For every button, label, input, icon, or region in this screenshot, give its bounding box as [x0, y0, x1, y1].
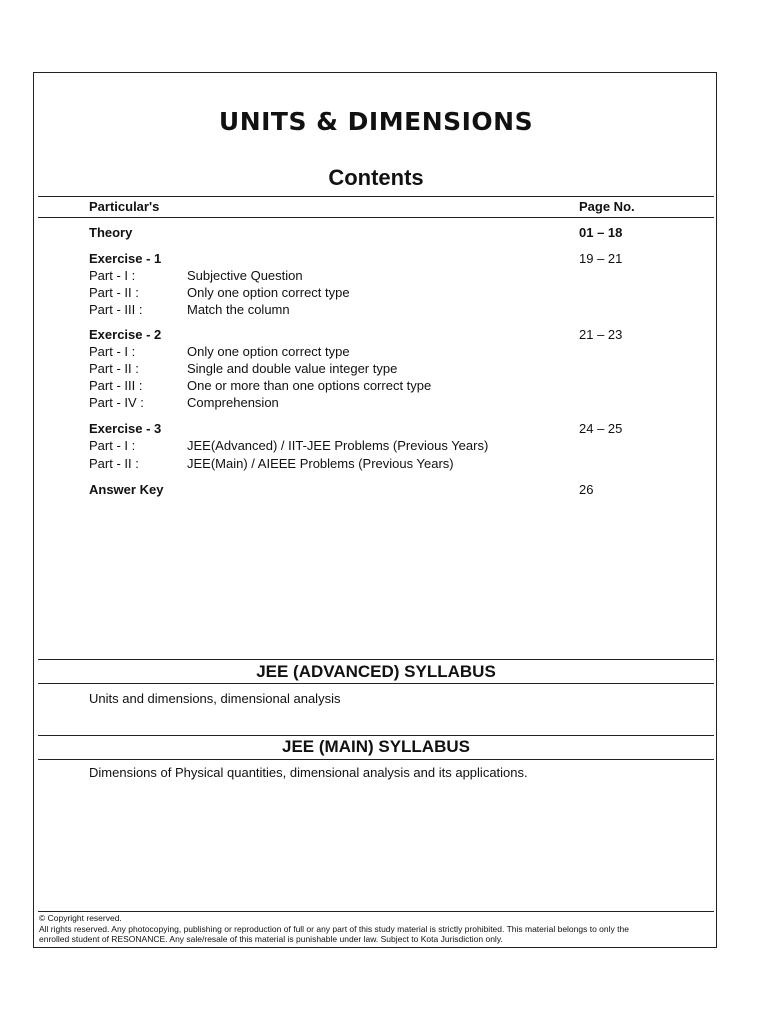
advanced-syllabus-bottom-rule [38, 683, 714, 684]
exercise-1-label: Exercise - 1 [89, 251, 162, 266]
part-label: Part - I : [89, 438, 136, 453]
part-description: Only one option correct type [187, 285, 350, 300]
part-label: Part - III : [89, 302, 143, 317]
part-description: Match the column [187, 302, 290, 317]
footer-copyright: © Copyright reserved. [39, 913, 122, 923]
exercise-2-part-3 [34, 378, 718, 395]
answer-key-label: Answer Key [89, 482, 164, 497]
footer-notice [39, 913, 714, 945]
part-label: Part - II : [89, 361, 139, 376]
exercise-2-pages: 21 – 23 [579, 327, 623, 342]
footer-rule [38, 911, 714, 912]
answer-key-pages: 26 [579, 482, 594, 497]
footer-line-1: All rights reserved. Any photocopying, publishing or reproduction of full or any part of this study material is strictly prohibited. This material belongs to only the [39, 923, 629, 934]
advanced-syllabus-top-rule [38, 659, 714, 660]
part-description: Comprehension [187, 395, 279, 410]
part-description: JEE(Main) / AIEEE Problems (Previous Years) [187, 456, 454, 471]
exercise-2-part-2 [34, 361, 718, 378]
exercise-1-part-2 [34, 285, 718, 302]
document-title: UNITS & DIMENSIONS [218, 107, 534, 136]
part-label: Part - I : [89, 268, 136, 283]
exercise-1-part-3 [34, 302, 718, 319]
theory-label: Theory [89, 225, 133, 240]
contents-header-rule [38, 217, 714, 218]
exercise-1-part-1 [34, 268, 718, 285]
exercise-3-part-1 [34, 438, 718, 455]
main-syllabus-top-rule [38, 735, 714, 736]
exercise-3-part-2 [34, 456, 718, 473]
part-label: Part - IV : [89, 395, 144, 410]
part-label: Part - II : [89, 456, 139, 471]
advanced-syllabus-title: JEE (ADVANCED) SYLLABUS [256, 662, 496, 681]
part-description: Subjective Question [187, 268, 303, 283]
main-syllabus-title: JEE (MAIN) SYLLABUS [282, 737, 470, 756]
contents-top-rule [38, 196, 714, 197]
exercise-3-pages: 24 – 25 [579, 421, 623, 436]
exercise-2-part-4 [34, 395, 718, 412]
part-label: Part - III : [89, 378, 143, 393]
footer-line-2: enrolled student of RESONANCE. Any sale/resale of this material is punishable under law. Subject to Kota Jurisdiction only. [39, 934, 503, 944]
part-description: One or more than one options correct type [187, 378, 432, 393]
exercise-2-label: Exercise - 2 [89, 327, 162, 342]
part-label: Part - II : [89, 285, 139, 300]
exercise-2-part-1 [34, 344, 718, 361]
page-frame [33, 72, 717, 948]
part-label: Part - I : [89, 344, 136, 359]
part-description: JEE(Advanced) / IIT-JEE Problems (Previous Years) [187, 438, 489, 453]
theory-pages: 01 – 18 [579, 225, 623, 240]
contents-heading: Contents [328, 165, 424, 190]
exercise-1-pages: 19 – 21 [579, 251, 623, 266]
part-description: Single and double value integer type [187, 361, 398, 376]
column-header-particulars: Particular's [89, 199, 160, 214]
part-description: Only one option correct type [187, 344, 350, 359]
main-syllabus-text: Dimensions of Physical quantities, dimensional analysis and its applications. [89, 765, 528, 780]
main-syllabus-bottom-rule [38, 759, 714, 760]
advanced-syllabus-text: Units and dimensions, dimensional analysis [89, 691, 341, 706]
column-header-page-no: Page No. [579, 199, 635, 214]
exercise-3-label: Exercise - 3 [89, 421, 162, 436]
